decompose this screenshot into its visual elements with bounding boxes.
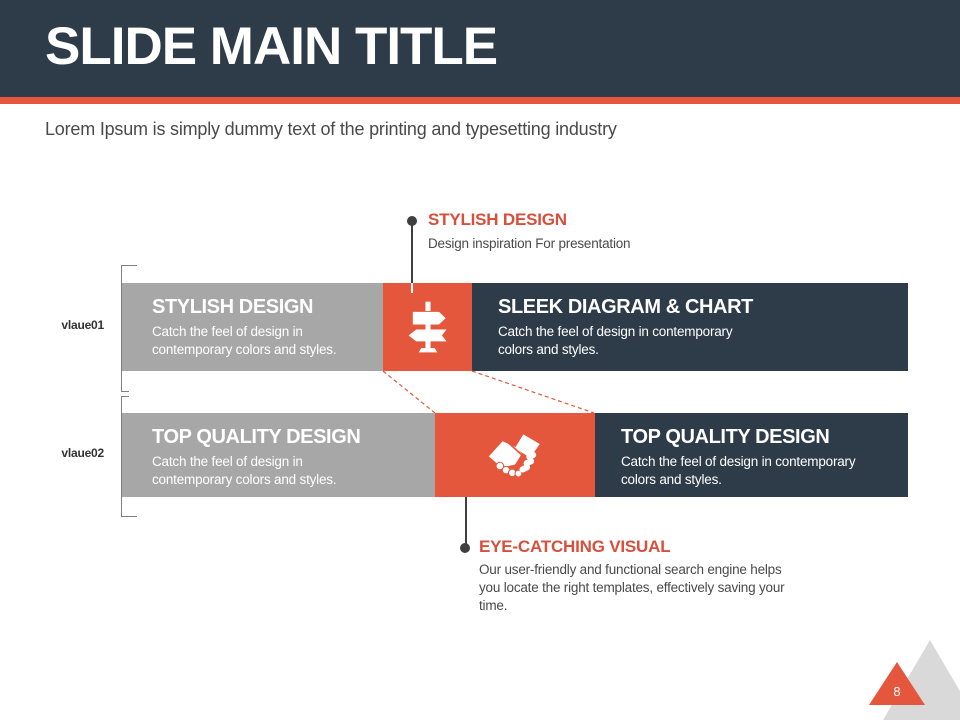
top-connector-line <box>411 221 413 283</box>
row1-right-body: Catch the feel of design in contemporary colors and styles. <box>498 324 733 357</box>
top-connector-stub <box>411 283 413 293</box>
header-bar <box>0 0 960 97</box>
row2-left-title: TOP QUALITY DESIGN <box>152 426 361 448</box>
bottom-callout-body: Our user-friendly and functional search engine helps you locate the right templates, effectively saving your time. <box>479 562 785 613</box>
row1-left-body: Catch the feel of design in contemporary colors and styles. <box>152 324 337 357</box>
row2-right-body: Catch the feel of design in contemporary colors and styles. <box>621 454 856 487</box>
row2-right-box <box>595 413 908 497</box>
bottom-callout-title: EYE-CATCHING VISUAL <box>479 537 671 556</box>
bottom-connector-line <box>465 497 467 544</box>
top-callout-body: Design inspiration For presentation <box>428 236 631 251</box>
handshake-icon <box>482 429 548 481</box>
row2-value-label: vlaue02 <box>61 446 104 460</box>
row1-right-box <box>472 283 908 371</box>
bracket-row2-bottom-tick <box>121 516 137 517</box>
bottom-connector-dot <box>460 543 470 553</box>
bracket-row1-bottom-tick <box>121 391 129 392</box>
top-callout-title: STYLISH DESIGN <box>428 210 567 229</box>
row1-icon-box <box>383 283 472 371</box>
signpost-icon <box>401 299 455 355</box>
row2-left-box <box>122 413 435 497</box>
row2-right-title: TOP QUALITY DESIGN <box>621 426 830 448</box>
row1-value-label: vlaue01 <box>61 318 104 332</box>
bracket-row2-top-tick <box>121 396 129 397</box>
slide-title: SLIDE MAIN TITLE <box>45 17 498 76</box>
page-number: 8 <box>893 684 901 699</box>
slide-subtitle: Lorem Ipsum is simply dummy text of the printing and typesetting industry <box>45 119 617 139</box>
top-connector-dot <box>407 216 417 226</box>
row2-left-body: Catch the feel of design in contemporary colors and styles. <box>152 454 337 487</box>
accent-divider <box>0 97 960 104</box>
bracket-row1-top-tick <box>121 265 137 266</box>
row1-right-title: SLEEK DIAGRAM & CHART <box>498 296 753 318</box>
row1-left-title: STYLISH DESIGN <box>152 296 314 318</box>
row1-left-box <box>122 283 383 371</box>
row2-icon-box <box>435 413 595 497</box>
